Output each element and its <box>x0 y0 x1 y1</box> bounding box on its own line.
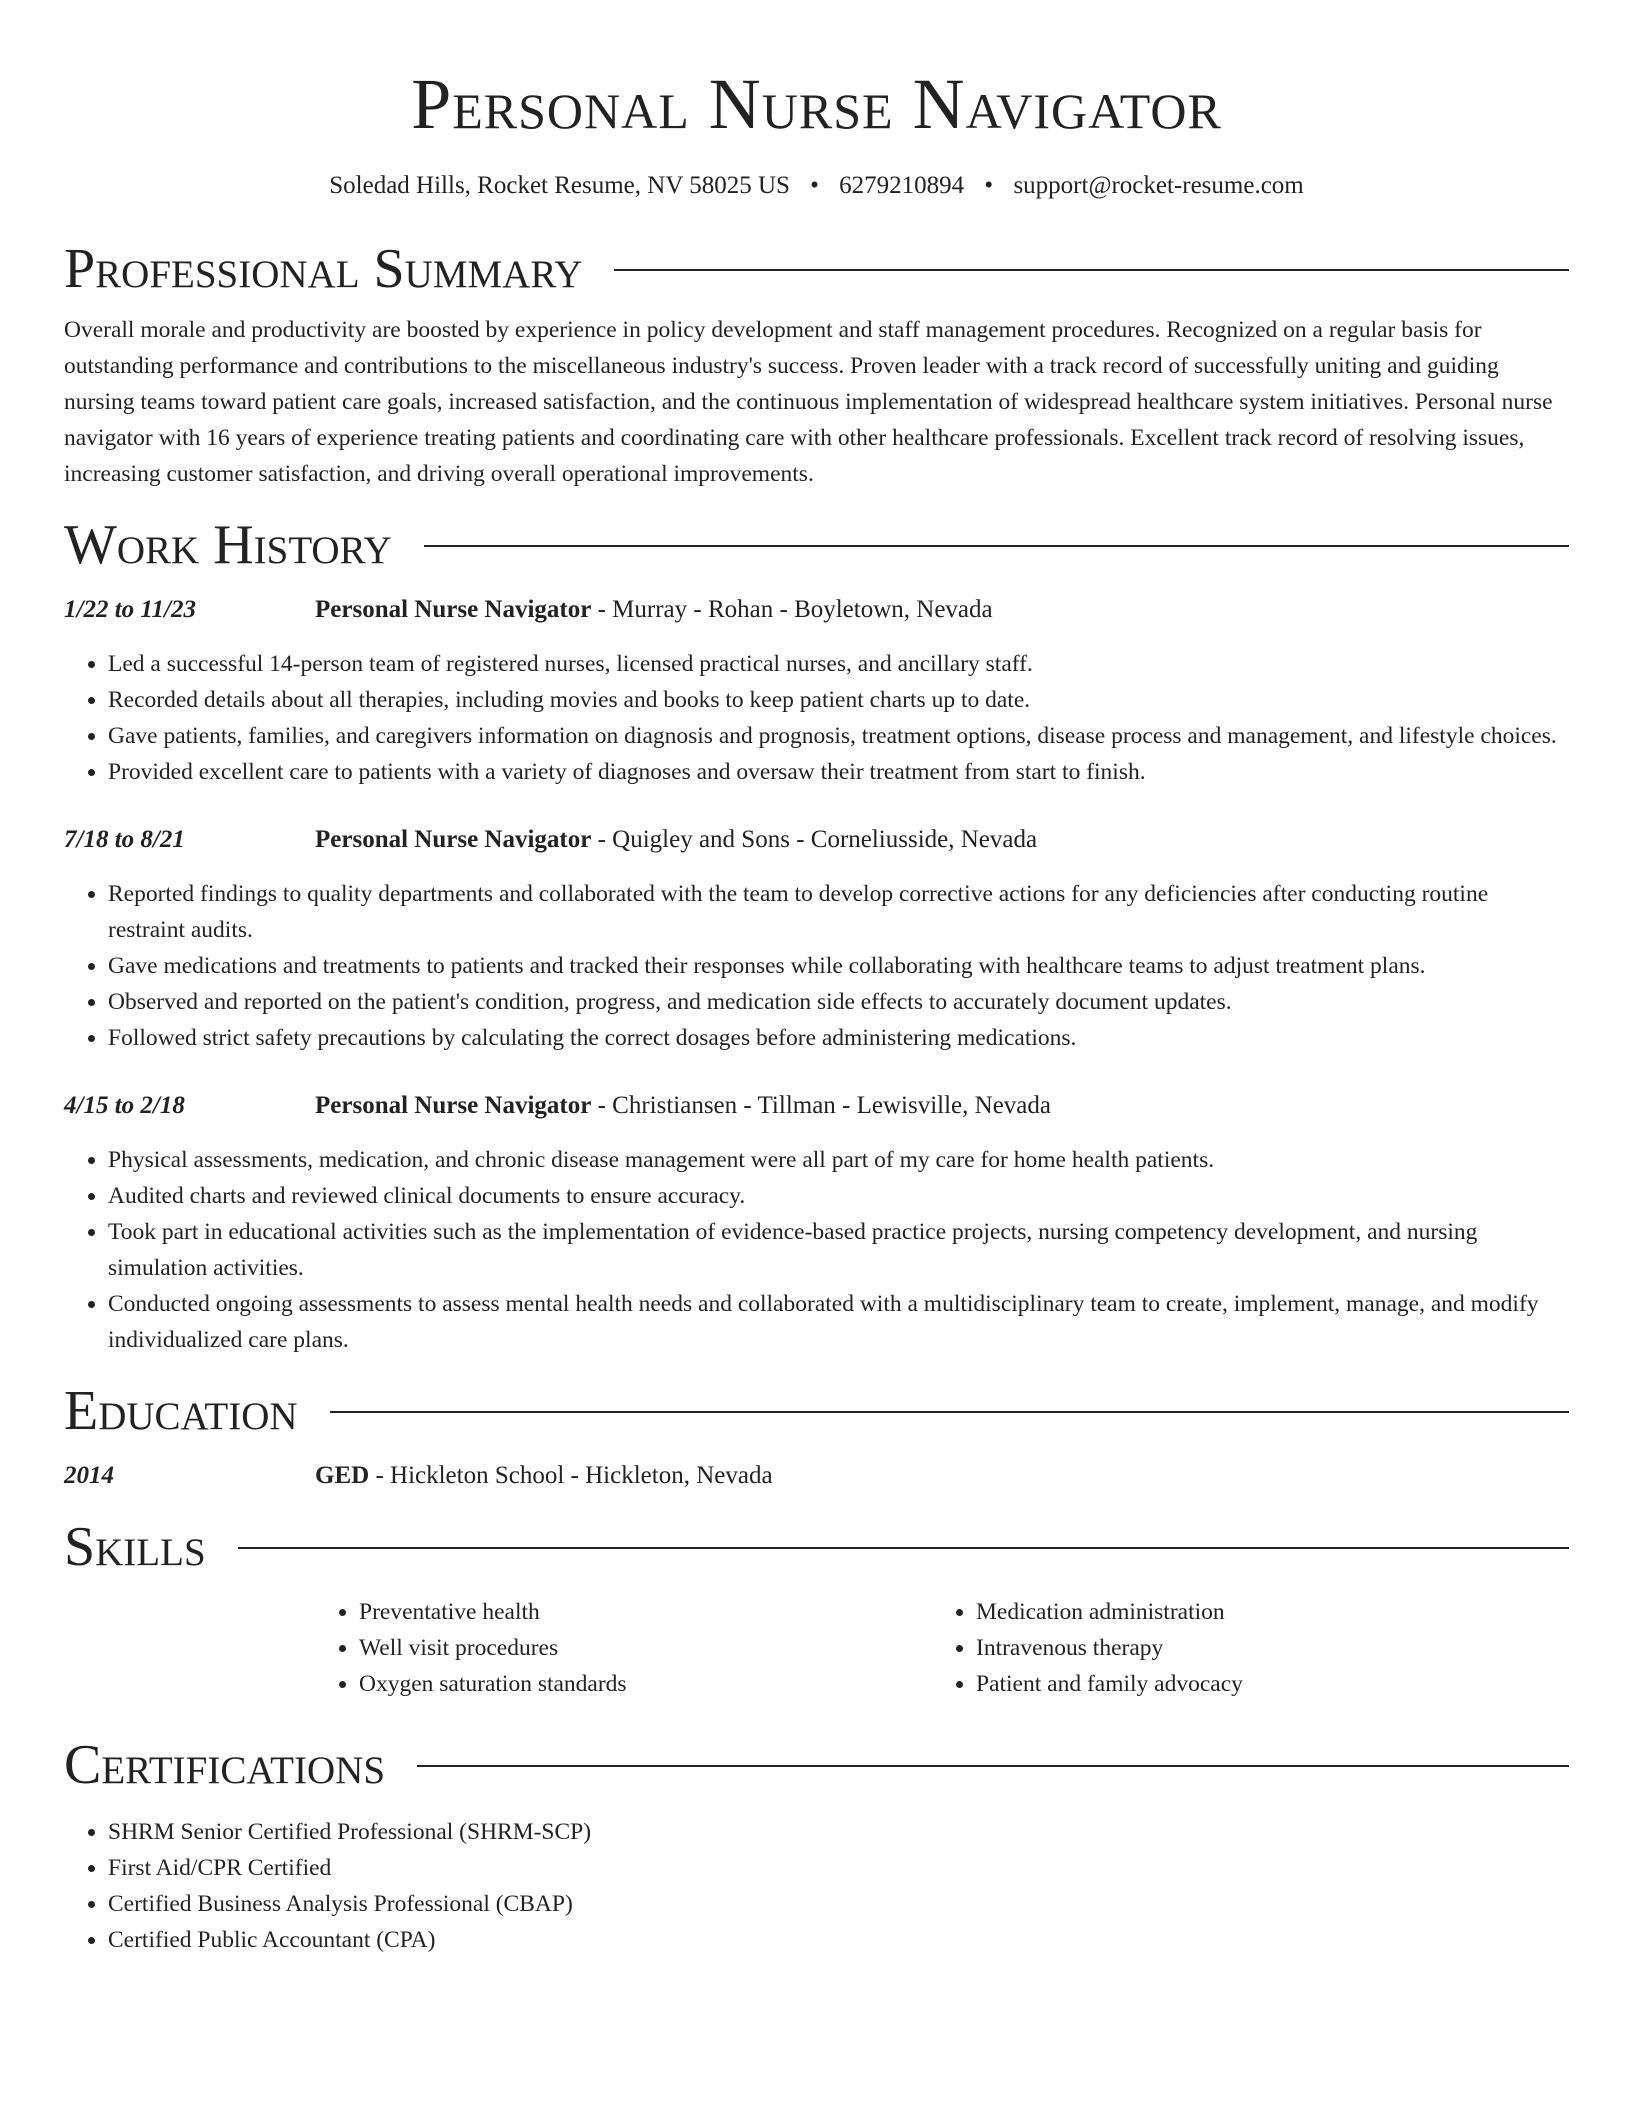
section-divider <box>238 1547 1569 1549</box>
skills-heading: Skills <box>64 1516 206 1578</box>
education-degree: GED <box>315 1462 370 1489</box>
job-entry <box>64 822 1569 1056</box>
section-divider <box>614 269 1569 271</box>
job-bullets <box>64 876 1569 1056</box>
contact-separator: • <box>810 172 819 199</box>
education-heading-line <box>315 1458 773 1494</box>
job-title: Personal Nurse Navigator <box>315 1092 592 1119</box>
skill-item: • Oxygen saturation standards <box>359 1666 932 1702</box>
job-details: - Quigley and Sons - Corneliusside, Nevada <box>591 826 1038 853</box>
work-section-header <box>64 512 1569 578</box>
certifications-heading: Certifications <box>64 1734 386 1796</box>
skill-item: • Patient and family advocacy <box>976 1666 1549 1702</box>
certification-item: • SHRM Senior Certified Professional (SHRM-SCP) <box>108 1814 1569 1850</box>
skill-item: • Medication administration <box>976 1594 1549 1630</box>
contact-line <box>64 170 1569 202</box>
contact-separator: • <box>984 172 994 199</box>
skill-item: • Intravenous therapy <box>976 1630 1549 1666</box>
job-bullets <box>64 1142 1569 1358</box>
job-bullet: • Followed strict safety precautions by calculating the correct dosages before administering medications. <box>108 1020 1569 1056</box>
candidate-name: Personal Nurse Navigator <box>411 64 1222 144</box>
section-divider <box>417 1765 1569 1767</box>
section-divider <box>330 1411 1569 1413</box>
skills-list <box>932 1594 1549 1702</box>
job-heading <box>315 822 1037 858</box>
job-bullet: • Observed and reported on the patient's condition, progress, and medication side effects to accurately document updates. <box>108 984 1569 1020</box>
education-entry <box>64 1458 1569 1494</box>
skill-item: • Well visit procedures <box>359 1630 932 1666</box>
job-bullets <box>64 646 1569 790</box>
job-bullet: • Led a successful 14-person team of registered nurses, licensed practical nurses, and ancillary staff. <box>108 646 1569 682</box>
job-heading <box>315 1088 1051 1124</box>
skills-list <box>315 1594 932 1702</box>
education-section-header <box>64 1378 1569 1444</box>
job-entry <box>64 1088 1569 1358</box>
skills-section-header <box>64 1514 1569 1580</box>
job-heading <box>315 592 993 628</box>
contact-address: Soledad Hills, Rocket Resume, NV 58025 US <box>329 172 790 199</box>
job-details: - Christiansen - Tillman - Lewisville, Nevada <box>591 1092 1051 1119</box>
job-dates: 1/22 to 11/23 <box>64 596 196 623</box>
contact-phone: 6279210894 <box>839 172 965 199</box>
work-heading: Work History <box>64 514 392 576</box>
job-bullet: • Gave medications and treatments to patients and tracked their responses while collaborating with healthcare teams to adjust treatment plans. <box>108 948 1569 984</box>
education-year: 2014 <box>64 1462 114 1489</box>
certification-item: • Certified Public Accountant (CPA) <box>108 1922 1569 1958</box>
certification-item: • First Aid/CPR Certified <box>108 1850 1569 1886</box>
job-bullet: • Conducted ongoing assessments to assess mental health needs and collaborated with a multidisciplinary team to create, implement, manage, and modify individualized care plans. <box>108 1286 1569 1358</box>
skills-column-right <box>932 1594 1549 1702</box>
section-divider <box>424 545 1569 547</box>
job-title: Personal Nurse Navigator <box>315 826 592 853</box>
job-dates: 7/18 to 8/21 <box>64 826 185 853</box>
job-bullet: • Gave patients, families, and caregivers information on diagnosis and prognosis, treatment options, disease process and management, and lifestyle choices. <box>108 718 1569 754</box>
certification-item: • Certified Business Analysis Professional (CBAP) <box>108 1886 1569 1922</box>
job-details: - Murray - Rohan - Boyletown, Nevada <box>591 596 993 623</box>
summary-heading: Professional Summary <box>64 238 583 300</box>
job-title: Personal Nurse Navigator <box>315 596 592 623</box>
certifications-list <box>64 1814 1569 1958</box>
education-details: - Hickleton School - Hickleton, Nevada <box>369 1462 773 1489</box>
contact-email: support@rocket-resume.com <box>1013 172 1304 199</box>
education-heading: Education <box>64 1380 298 1442</box>
certifications-section-header <box>64 1732 1569 1798</box>
job-bullet: • Reported findings to quality departments and collaborated with the team to develop corrective actions for any deficiencies after conducting routine restraint audits. <box>108 876 1569 948</box>
job-bullet: • Audited charts and reviewed clinical documents to ensure accuracy. <box>108 1178 1569 1214</box>
job-bullet: • Provided excellent care to patients with a variety of diagnoses and oversaw their treatment from start to finish. <box>108 754 1569 790</box>
job-bullet: • Took part in educational activities such as the implementation of evidence-based practice projects, nursing competency development, and nursing simulation activities. <box>108 1214 1569 1286</box>
job-bullet: • Physical assessments, medication, and chronic disease management were all part of my care for home health patients. <box>108 1142 1569 1178</box>
job-entry <box>64 592 1569 790</box>
job-bullet: • Recorded details about all therapies, including movies and books to keep patient charts up to date. <box>108 682 1569 718</box>
summary-text: Overall morale and productivity are boosted by experience in policy development and staff management procedures. Recognized on a regular basis for outstanding performance and contributions to the miscellaneous industry's success. Proven leader with a track record of successfully uniting and guiding nursing teams toward patient care goals, increased satisfaction, and the continuous implementation of widespread healthcare system initiatives. Personal nurse navigator with 16 years of experience treating patients and coordinating care with other healthcare professionals. Excellent track record of resolving issues, increasing customer satisfaction, and driving overall operational improvements. <box>64 317 1553 487</box>
skills-grid <box>315 1594 1569 1702</box>
skill-item: • Preventative health <box>359 1594 932 1630</box>
summary-section-header <box>64 236 1569 302</box>
skills-column-left <box>315 1594 932 1702</box>
job-dates: 4/15 to 2/18 <box>64 1092 185 1119</box>
